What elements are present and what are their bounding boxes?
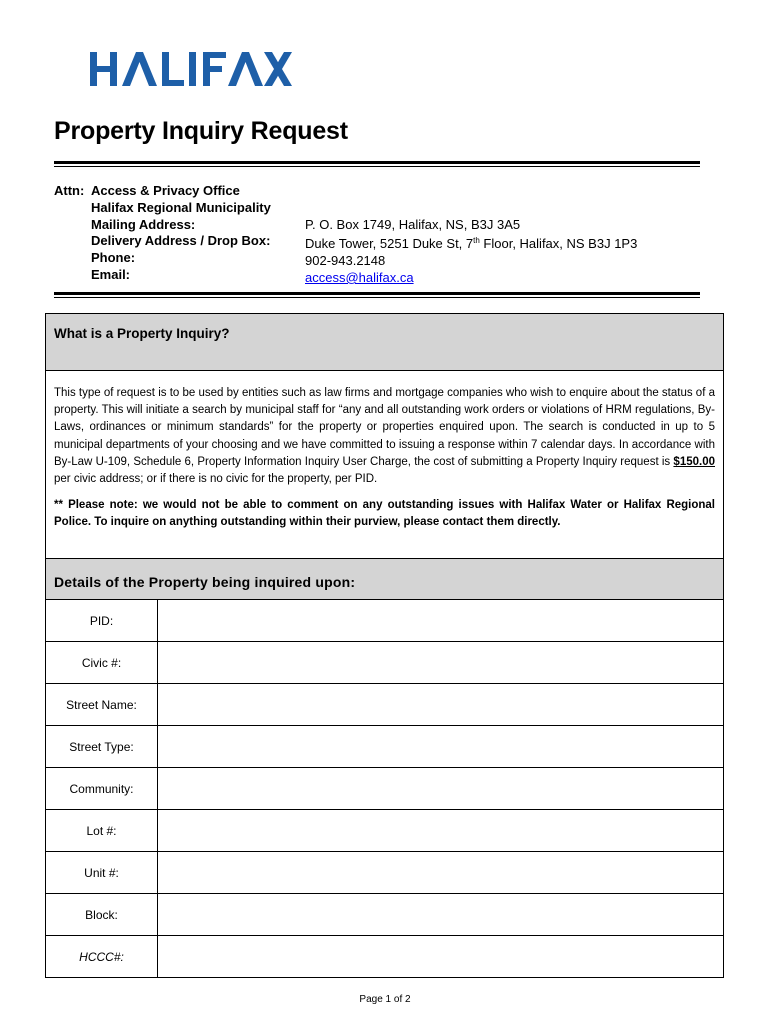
fee-amount: $150.00 — [673, 455, 715, 468]
field-label-civic: Civic #: — [46, 642, 158, 683]
table-row — [46, 768, 723, 810]
field-label-street-type: Street Type: — [46, 726, 158, 767]
inquiry-info-box — [45, 313, 724, 559]
municipality-name: Halifax Regional Municipality — [91, 199, 271, 215]
inquiry-description: This type of request is to be used by entities such as law firms and mortgage companies who wish to enquire about the status of a property. This will initiate a search by municipal staff for “any and all outstanding work orders or violations of HRM regulations, By-Laws, ordinances or minimum standards” for the property or properties enquired upon. The search is conducted in up to 5 municipal departments of your choosing and we have committed to issuing a response within 7 calendar days. In accordance with By-Law U-109, Schedule 6, Property Information Inquiry User Charge, the cost of submitting a Property Inquiry request is $150.00 per civic address; or if there is no civic for the property, per PID. ** Please note: we would not be able to comment on any outstanding issues with Halifax Water or Halifax Regional Police. To inquire on anything outstanding within their purview, please contact them directly. — [46, 371, 723, 542]
street-type-input[interactable] — [158, 726, 723, 767]
inquiry-heading: What is a Property Inquiry? — [46, 314, 723, 371]
lot-input[interactable] — [158, 810, 723, 851]
title-divider — [54, 161, 700, 167]
page-number: Page 1 of 2 — [359, 994, 411, 1005]
email-link[interactable]: access@halifax.ca — [305, 269, 414, 285]
property-details-table — [45, 558, 724, 978]
attn-divider — [54, 292, 700, 298]
table-row — [46, 852, 723, 894]
field-label-pid: PID: — [46, 600, 158, 641]
table-row — [46, 726, 723, 768]
field-label-community: Community: — [46, 768, 158, 809]
phone-number: 902-943.2148 — [305, 253, 386, 269]
field-label-street-name: Street Name: — [46, 684, 158, 725]
street-name-input[interactable] — [158, 684, 723, 725]
hccc-input[interactable] — [158, 936, 723, 977]
block-input[interactable] — [158, 894, 723, 935]
halifax-logo — [90, 50, 292, 88]
table-row — [46, 810, 723, 852]
inquiry-note: ** Please note: we would not be able to comment on any outstanding issues with Halifax Water or Halifax Regional Police. To inquire on anything outstanding within their purview, please contact them directly. — [54, 499, 715, 529]
field-label-unit: Unit #: — [46, 852, 158, 893]
mailing-address-label: Mailing Address: — [91, 216, 196, 232]
page-title: Property Inquiry Request — [54, 117, 348, 145]
table-row — [46, 642, 723, 684]
attn-values — [305, 217, 637, 287]
delivery-address: Duke Tower, 5251 Duke St, 7th Floor, Halifax, NS B3J 1P3 — [305, 236, 638, 252]
field-label-block: Block: — [46, 894, 158, 935]
office-name: Access & Privacy Office — [91, 183, 240, 198]
pid-input[interactable] — [158, 600, 723, 641]
email-label: Email: — [91, 266, 131, 282]
table-row — [46, 936, 723, 977]
unit-input[interactable] — [158, 852, 723, 893]
field-label-lot: Lot #: — [46, 810, 158, 851]
table-row — [46, 600, 723, 642]
community-input[interactable] — [158, 768, 723, 809]
mailing-address: P. O. Box 1749, Halifax, NS, B3J 3A5 — [305, 216, 521, 232]
details-heading: Details of the Property being inquired upon: — [46, 559, 723, 600]
field-label-hccc: HCCC#: — [46, 936, 158, 977]
table-row — [46, 894, 723, 936]
phone-label: Phone: — [91, 250, 136, 266]
attn-label: Attn: — [54, 183, 85, 198]
delivery-address-label: Delivery Address / Drop Box: — [91, 233, 271, 249]
table-row — [46, 684, 723, 726]
civic-input[interactable] — [158, 642, 723, 683]
attn-labels — [91, 183, 271, 284]
